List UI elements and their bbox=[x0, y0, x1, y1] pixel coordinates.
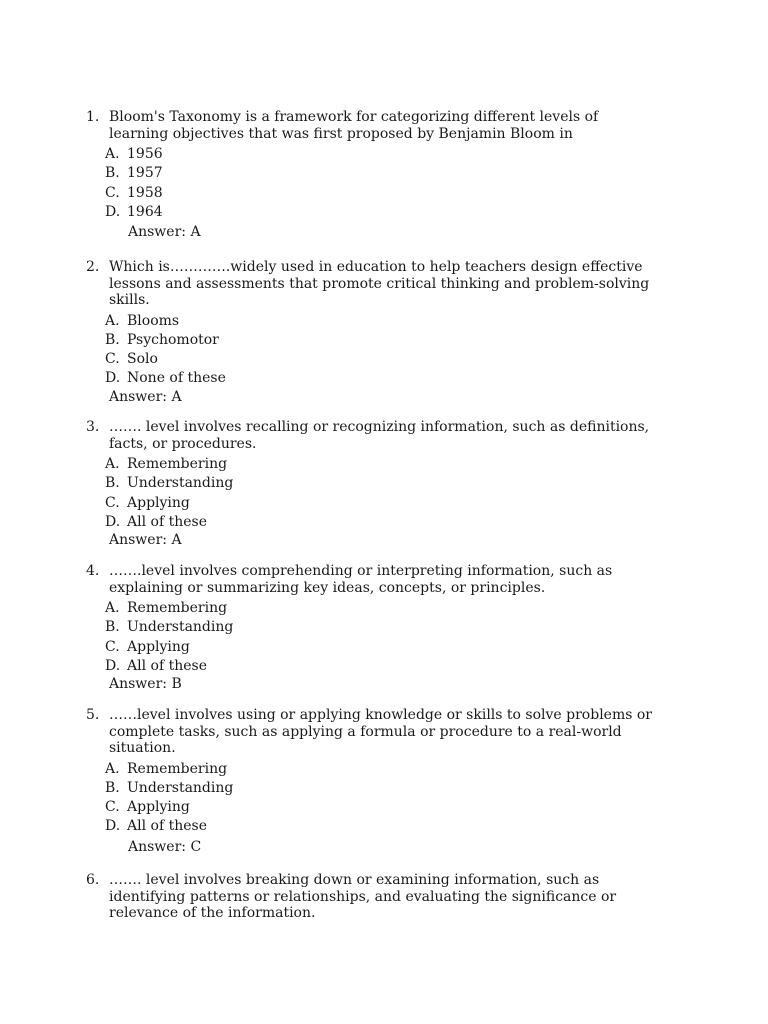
question-text: Which is………….widely used in education to help teachers design effective lessons and assessments that promote critical thinking and problem-solving skills. bbox=[109, 259, 650, 308]
option-d bbox=[86, 817, 656, 836]
option-d bbox=[86, 513, 656, 532]
option-text: Applying bbox=[127, 799, 190, 816]
option-text: Understanding bbox=[127, 779, 234, 796]
option-letter: B. bbox=[105, 165, 120, 182]
question-number: 6. bbox=[86, 872, 100, 888]
option-c bbox=[86, 798, 656, 817]
question-text: ……level involves using or applying knowledge or skills to solve problems or complete tasks, such as applying a formula or procedure to a real-world situation. bbox=[109, 707, 652, 756]
option-text: All of these bbox=[127, 657, 207, 674]
option-text: Remembering bbox=[127, 760, 228, 777]
option-letter: D. bbox=[105, 657, 121, 674]
options-list bbox=[86, 599, 656, 676]
option-letter: B. bbox=[105, 779, 120, 796]
option-letter: C. bbox=[105, 799, 120, 816]
option-letter: B. bbox=[105, 331, 120, 348]
option-letter: C. bbox=[105, 638, 120, 655]
options-list bbox=[86, 760, 656, 837]
option-text: Understanding bbox=[127, 475, 234, 492]
option-letter: A. bbox=[105, 760, 120, 777]
options-list bbox=[86, 312, 656, 389]
question-1 bbox=[86, 109, 656, 240]
option-b bbox=[86, 474, 656, 493]
option-letter: C. bbox=[105, 351, 120, 368]
option-d bbox=[86, 657, 656, 676]
option-text: 1957 bbox=[127, 165, 163, 182]
option-text: Understanding bbox=[127, 619, 234, 636]
option-a bbox=[86, 455, 656, 474]
option-c bbox=[86, 494, 656, 513]
answer: Answer: C bbox=[128, 838, 202, 855]
option-d bbox=[86, 369, 656, 388]
option-c bbox=[86, 638, 656, 657]
option-b bbox=[86, 331, 656, 350]
option-text: Psychomotor bbox=[127, 331, 219, 348]
option-letter: C. bbox=[105, 494, 120, 511]
option-text: Blooms bbox=[127, 312, 180, 329]
question-stem bbox=[86, 419, 656, 452]
option-letter: A. bbox=[105, 146, 120, 162]
option-a bbox=[86, 760, 656, 779]
question-stem bbox=[86, 707, 656, 757]
question-number: 2. bbox=[86, 259, 100, 275]
option-letter: B. bbox=[105, 475, 120, 492]
question-text: ……. level involves breaking down or examining information, such as identifying patterns or relationships, and evaluating the significance or relevance of the information. bbox=[109, 872, 617, 921]
question-stem bbox=[86, 259, 656, 309]
option-letter: D. bbox=[105, 203, 121, 220]
answer: Answer: B bbox=[109, 676, 182, 693]
question-text: Bloom's Taxonomy is a framework for categorizing different levels of learning objectives that was first proposed by Benjamin Bloom in bbox=[109, 109, 599, 142]
option-text: 1956 bbox=[127, 146, 163, 162]
option-text: None of these bbox=[127, 370, 226, 387]
option-text: 1958 bbox=[127, 184, 163, 201]
question-6 bbox=[86, 872, 656, 922]
question-number: 3. bbox=[86, 419, 100, 435]
question-number: 4. bbox=[86, 563, 100, 579]
question-number: 5. bbox=[86, 707, 100, 723]
option-b bbox=[86, 779, 656, 798]
option-text: All of these bbox=[127, 513, 207, 530]
option-c bbox=[86, 350, 656, 369]
question-text: ……. level involves recalling or recognizing information, such as definitions, facts, or procedures. bbox=[109, 419, 650, 452]
option-letter: A. bbox=[105, 600, 120, 616]
option-d bbox=[86, 203, 656, 222]
question-stem bbox=[86, 109, 656, 142]
options-list bbox=[86, 145, 656, 222]
option-c bbox=[86, 184, 656, 203]
option-b bbox=[86, 618, 656, 637]
option-b bbox=[86, 164, 656, 183]
answer: Answer: A bbox=[128, 224, 201, 241]
option-text: 1964 bbox=[127, 203, 163, 220]
option-letter: B. bbox=[105, 619, 120, 636]
question-5 bbox=[86, 707, 656, 855]
answer: Answer: A bbox=[109, 388, 182, 405]
option-a bbox=[86, 145, 656, 164]
question-stem bbox=[86, 872, 656, 922]
option-text: Remembering bbox=[127, 600, 228, 616]
options-list bbox=[86, 455, 656, 532]
answer: Answer: A bbox=[109, 532, 182, 549]
option-letter: D. bbox=[105, 818, 121, 835]
option-letter: D. bbox=[105, 513, 121, 530]
option-text: Applying bbox=[127, 494, 190, 511]
question-4 bbox=[86, 563, 656, 692]
option-a bbox=[86, 599, 656, 618]
question-2 bbox=[86, 259, 656, 405]
option-letter: A. bbox=[105, 456, 120, 472]
option-text: Remembering bbox=[127, 456, 228, 472]
question-3 bbox=[86, 419, 656, 548]
question-text: …….level involves comprehending or interpreting information, such as explaining or summarizing key ideas, concepts, or principles. bbox=[109, 563, 613, 596]
option-letter: C. bbox=[105, 184, 120, 201]
question-number: 1. bbox=[86, 109, 100, 125]
question-stem bbox=[86, 563, 656, 596]
option-text: Solo bbox=[127, 351, 158, 368]
option-a bbox=[86, 312, 656, 331]
option-text: All of these bbox=[127, 818, 207, 835]
option-letter: A. bbox=[105, 312, 120, 329]
option-text: Applying bbox=[127, 638, 190, 655]
option-letter: D. bbox=[105, 370, 121, 387]
